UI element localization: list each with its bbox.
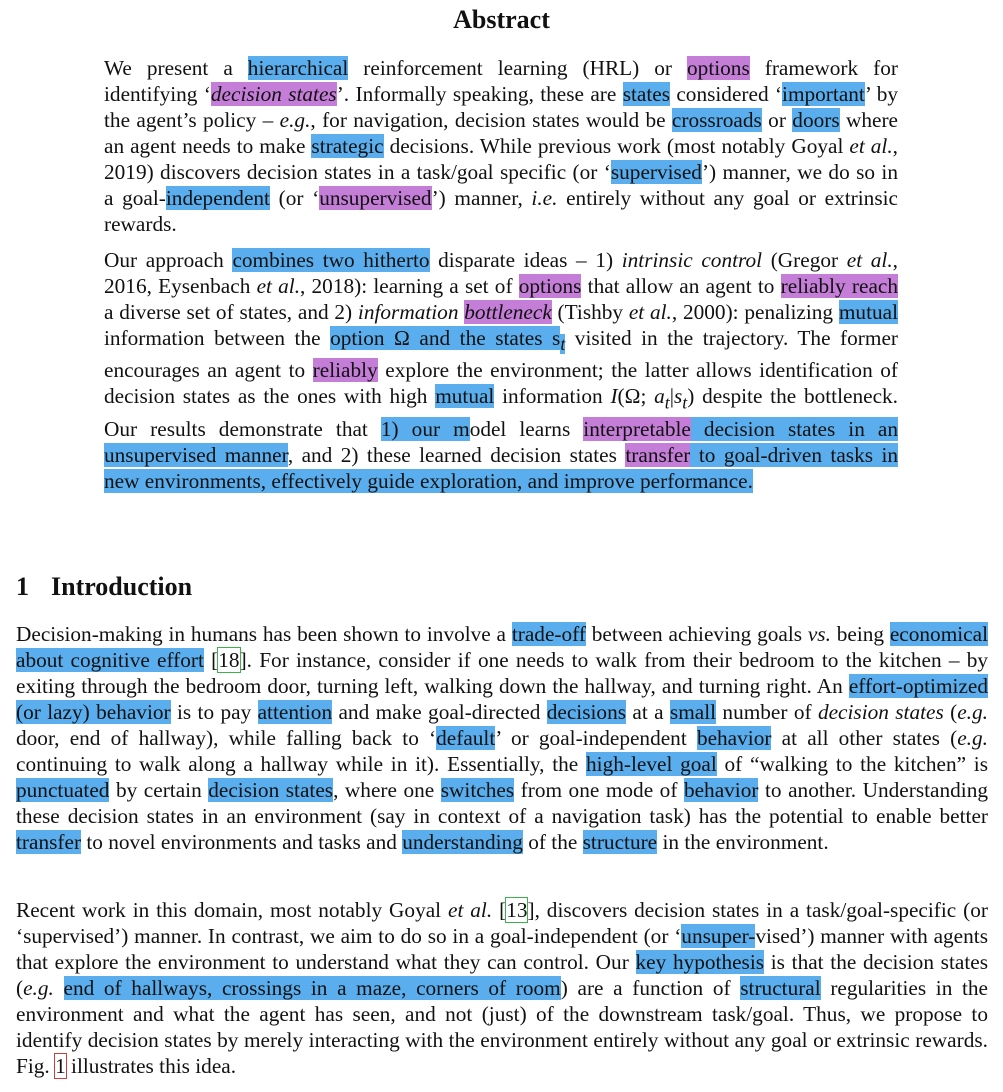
- highlight-purple: interpretable: [583, 416, 691, 441]
- highlight-blue: small: [669, 700, 717, 724]
- abstract-paragraph-1: [104, 55, 898, 237]
- text-run: at all other states (: [771, 726, 958, 750]
- text-run: a diverse set of states, and 2): [104, 300, 358, 324]
- figure-link[interactable]: 1: [55, 1054, 66, 1078]
- highlight-blue: 1) our m: [380, 416, 470, 441]
- text-run: |: [669, 384, 674, 409]
- text-run: e.g.: [279, 108, 311, 132]
- highlight-blue: behavior: [696, 726, 772, 750]
- highlight-purple: bottleneck: [464, 300, 552, 324]
- highlight-blue: economical about cognitive effort: [16, 622, 988, 672]
- text-run: information between the: [104, 326, 331, 350]
- text-run: intrinsic control: [621, 248, 763, 272]
- highlight-blue: structural: [740, 976, 821, 1000]
- text-run: illustrates this idea.: [65, 1054, 237, 1078]
- highlight-blue: high-level goal: [586, 752, 717, 776]
- highlight-blue: to goal-driven tasks in new environments, effectively guide exploration, and improve performance.: [104, 442, 899, 493]
- highlight-purple: decision states: [210, 82, 337, 106]
- text-run: a: [654, 384, 665, 409]
- text-run: ’ by the agent’s policy –: [104, 82, 898, 132]
- text-run: information: [494, 384, 611, 409]
- text-run: between achieving goals: [585, 622, 808, 646]
- text-run: i.e.: [531, 186, 558, 210]
- text-run: e.g.: [23, 976, 54, 1000]
- text-run: visited in the trajectory. The former encourages an agent to: [104, 326, 898, 383]
- text-run: framework for identifying ‘: [104, 56, 898, 106]
- text-run: decisions. While previous work (most notably Goyal: [383, 134, 850, 158]
- highlight-blue: punctuated: [16, 778, 110, 802]
- text-run: ’) manner,: [431, 186, 532, 210]
- highlight-blue: states: [622, 82, 671, 106]
- highlight-blue: effort-optimized (or lazy) behavior: [16, 674, 988, 724]
- citation-link[interactable]: 18: [218, 648, 240, 672]
- text-run: (: [943, 700, 958, 724]
- text-run: to novel environments and tasks and: [81, 830, 403, 854]
- highlight-blue: independent: [165, 186, 270, 210]
- text-run: et al.: [628, 300, 672, 324]
- text-run: t: [664, 392, 670, 413]
- text-run: [: [492, 898, 507, 922]
- text-run: or: [761, 108, 793, 132]
- highlight-blue: option Ω and the states s: [330, 326, 561, 350]
- text-run: considered ‘: [670, 82, 783, 106]
- highlight-blue: default: [436, 726, 496, 750]
- text-run: decision states: [817, 700, 944, 724]
- text-run: , 2000): penalizing: [671, 300, 839, 324]
- highlight-blue: behavior: [683, 778, 759, 802]
- text-run: Decision-making in humans has been shown to involve a: [16, 622, 512, 646]
- text-run: vised’) manner with agents that explore the environment to understand what they can control. Our: [16, 924, 988, 974]
- text-run: ]. For instance, consider if one needs to walk from their bedroom to the kitchen – by exiting through the bedroom door, turning left, walking down the hallway, and turning right. An: [16, 648, 988, 698]
- highlight-blue: end of hallways, crossings in a maze, corners of room: [63, 976, 561, 1000]
- text-run: (Tishby: [551, 300, 629, 324]
- highlight-purple: reliably: [312, 358, 378, 383]
- highlight-blue: doors: [792, 108, 840, 132]
- text-run: of “walking to the kitchen” is: [716, 752, 988, 776]
- highlight-blue: important: [782, 82, 865, 106]
- highlight-purple: transfer: [625, 442, 691, 467]
- text-run: reinforcement learning (HRL) or: [348, 56, 688, 80]
- text-run: in the environment.: [657, 830, 829, 854]
- text-run: vs.: [807, 622, 831, 646]
- highlight-purple: reliably reach: [780, 274, 898, 298]
- highlight-purple: options: [687, 56, 750, 80]
- text-run: disparate ideas – 1): [429, 248, 622, 272]
- text-run: is to pay: [170, 700, 258, 724]
- text-run: ’ or goal-independent: [495, 726, 697, 750]
- highlight-blue: structure: [582, 830, 658, 854]
- highlight-blue: mutual: [838, 300, 899, 324]
- text-run: door, end of hallway), while falling back to ‘: [16, 726, 437, 750]
- text-run: , 2016, Eysenbach: [104, 248, 898, 298]
- highlight-blue: trade-off: [511, 622, 586, 646]
- text-run: (Ω;: [617, 384, 655, 409]
- highlight-blue: combines two hitherto: [232, 248, 430, 272]
- text-run: I: [610, 384, 618, 409]
- text-run: ) despite the bottleneck. Our results demonstrate that: [104, 384, 898, 441]
- highlight-blue: mutual: [435, 384, 495, 409]
- text-run: et al.: [448, 898, 493, 922]
- text-run: , 2018): learning a set of: [300, 274, 519, 298]
- text-run: (or ‘: [269, 186, 320, 210]
- text-run: from one mode of: [514, 778, 684, 802]
- text-run: that allow an agent to: [581, 274, 781, 298]
- text-run: [54, 976, 64, 1000]
- highlight-blue: strategic: [311, 134, 384, 158]
- text-run: , and 2) these learned decision states: [287, 442, 626, 467]
- text-run: Our approach: [104, 248, 233, 272]
- highlight-blue: crossroads: [671, 108, 762, 132]
- text-run: e.g.: [957, 726, 988, 750]
- text-run: entirely without any goal or extrinsic rewards.: [104, 186, 898, 236]
- section-title: Introduction: [51, 572, 193, 601]
- text-run: where an agent needs to make: [104, 108, 899, 158]
- citation-link[interactable]: 13: [506, 898, 528, 922]
- text-run: and make goal-directed: [332, 700, 547, 724]
- text-run: [: [203, 648, 219, 672]
- intro-p2-text: [16, 897, 988, 1079]
- text-run: Recent work in this domain, most notably Goyal: [16, 898, 449, 922]
- abstract-p1-text: [104, 55, 898, 237]
- text-run: , for navigation, decision states would be: [310, 108, 672, 132]
- text-run: ’) manner, we do so in a goal-: [104, 160, 898, 210]
- highlight-blue: transfer: [16, 830, 82, 854]
- highlight-blue: decision states in an unsupervised manner: [104, 416, 898, 467]
- text-run: (Gregor: [762, 248, 847, 272]
- text-run: by certain: [109, 778, 209, 802]
- text-run: odel learns: [469, 416, 584, 441]
- section-heading-introduction: [16, 570, 192, 604]
- highlight-blue: attention: [257, 700, 333, 724]
- highlight-blue: decisions: [546, 700, 627, 724]
- text-run: et al.: [846, 248, 893, 272]
- text-run: number of: [716, 700, 818, 724]
- highlight-blue: key hypothesis: [635, 950, 765, 974]
- abstract-title: Abstract: [453, 5, 550, 34]
- text-run: e.g.: [957, 700, 988, 724]
- text-run: ) are a function of: [560, 976, 741, 1000]
- highlight-blue: switches: [440, 778, 515, 802]
- intro-p1-text: [16, 621, 988, 855]
- text-run: continuing to walk along a hallway while in it). Essentially, the: [16, 752, 587, 776]
- abstract-p2-text: [104, 247, 898, 494]
- highlight-purple: unsupervised: [319, 186, 432, 210]
- text-run: et al.: [849, 134, 893, 158]
- text-run: of the: [522, 830, 583, 854]
- highlight-purple: options: [518, 274, 582, 298]
- text-run: et al.: [256, 274, 301, 298]
- intro-paragraph-2: [16, 897, 988, 1079]
- text-run: explore the environment; the latter allows identification of decision states as the ones with high: [104, 358, 898, 409]
- highlight-blue: decision states: [208, 778, 334, 802]
- highlight-blue: supervised: [610, 160, 702, 184]
- text-run: t: [682, 392, 688, 413]
- text-run: ’. Informally speaking, these are: [336, 82, 623, 106]
- highlight-blue: unsuper-: [681, 924, 756, 948]
- intro-paragraph-1: [16, 621, 988, 855]
- text-run: ], discovers decision states in a task/goal-specific (or ‘supervised’) manner. In contrast, we aim to do so in a goal-independent (or ‘: [16, 898, 988, 948]
- text-run: is that the decision states (: [16, 950, 988, 1000]
- text-run: at a: [626, 700, 670, 724]
- text-run: , where one: [333, 778, 441, 802]
- highlight-blue: understanding: [402, 830, 523, 854]
- text-run: We present a: [104, 56, 248, 80]
- text-run: , 2019) discovers decision states in a task/goal specific (or ‘: [104, 134, 898, 184]
- section-number: 1: [16, 572, 29, 601]
- text-run: s: [674, 384, 683, 409]
- highlight-blue: hierarchical: [247, 56, 349, 80]
- text-run: to another. Understanding these decision states in an environment (say in context of a navigation task) has the potential to enable better: [16, 778, 989, 828]
- abstract-paragraph-2: [104, 247, 898, 494]
- text-run: being: [830, 622, 890, 646]
- highlight-blue: t: [560, 334, 566, 355]
- text-run: information: [357, 300, 465, 324]
- text-run: regularities in the environment and what the agent has seen, and not (just) of the downstream task/goal. Thus, we propose to identify decision states by merely interacting with the environment entirely without any goal or extrinsic rewards. Fig.: [16, 976, 989, 1078]
